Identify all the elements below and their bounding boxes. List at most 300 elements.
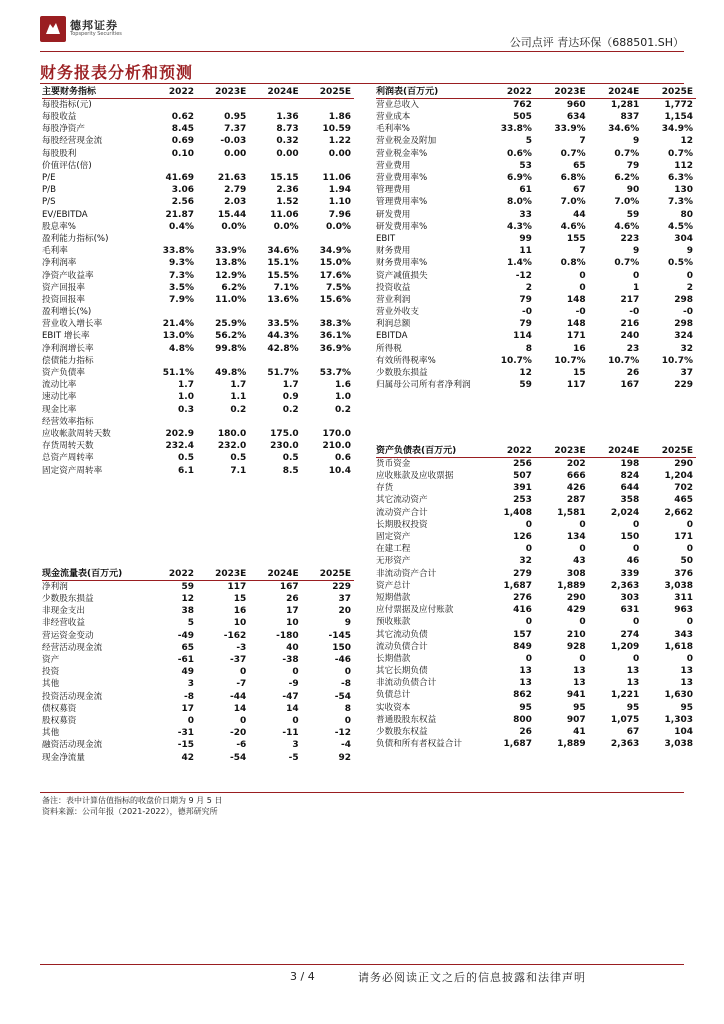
page-number: 3 / 4 bbox=[290, 970, 315, 983]
cell-value: 32 bbox=[519, 556, 532, 567]
row-label: 经营活动现金流 bbox=[42, 642, 103, 653]
cell-value: 429 bbox=[566, 605, 586, 616]
cell-value bbox=[197, 355, 249, 367]
table-header-row bbox=[376, 445, 696, 458]
table-row bbox=[376, 714, 696, 726]
table-row bbox=[376, 543, 696, 555]
table-row bbox=[42, 593, 354, 605]
table-row bbox=[376, 367, 696, 379]
year-header: 2025E bbox=[642, 86, 696, 99]
cell-value bbox=[302, 160, 354, 172]
cell-value: -44 bbox=[230, 691, 247, 702]
row-label: 预收账款 bbox=[376, 617, 411, 628]
cell-value: 0 bbox=[525, 653, 532, 664]
table-row bbox=[376, 184, 696, 196]
cell-value: 10 bbox=[233, 618, 247, 629]
cell-value: 308 bbox=[566, 568, 586, 579]
cell-value: 33 bbox=[519, 209, 532, 220]
cell-value: 1,154 bbox=[664, 112, 693, 123]
row-label: 长期股权投资 bbox=[376, 519, 428, 530]
cell-value: 232.0 bbox=[217, 441, 247, 452]
cell-value: 0.5 bbox=[230, 453, 247, 464]
cell-value: 51.1% bbox=[162, 368, 194, 379]
year-header: 2025E bbox=[302, 86, 354, 99]
cell-value: 56.2% bbox=[215, 331, 247, 342]
cell-value: 49 bbox=[181, 667, 194, 678]
row-label: 普通股股东权益 bbox=[376, 714, 437, 725]
cell-value: 0.6 bbox=[335, 453, 351, 464]
cell-value: 15.15 bbox=[270, 173, 299, 184]
table-row bbox=[42, 318, 354, 330]
cell-value: 65 bbox=[181, 642, 194, 653]
cell-value: 4.5% bbox=[668, 221, 693, 232]
table-row bbox=[42, 343, 354, 355]
cell-value: 0.10 bbox=[171, 148, 194, 159]
header-divider bbox=[40, 51, 684, 52]
cell-value: 837 bbox=[620, 112, 640, 123]
cell-value: 36.1% bbox=[319, 331, 351, 342]
notes bbox=[42, 795, 222, 817]
table-row bbox=[42, 367, 354, 379]
cell-value: 13 bbox=[626, 666, 640, 677]
cell-value bbox=[249, 306, 301, 318]
row-label: 营业费用 bbox=[376, 160, 411, 171]
cell-value: 13 bbox=[573, 666, 586, 677]
cell-value: -0 bbox=[521, 307, 532, 318]
table-row bbox=[376, 306, 696, 318]
cell-value: 16 bbox=[573, 343, 586, 354]
cell-value: 6.2% bbox=[221, 282, 247, 293]
table-title: 现金流量表(百万元) bbox=[42, 568, 145, 581]
table-row bbox=[376, 196, 696, 208]
cell-value: 0.0% bbox=[221, 221, 247, 232]
cell-value: 7.3% bbox=[668, 197, 693, 208]
table-title: 利润表(百万元) bbox=[376, 86, 481, 99]
table-row bbox=[42, 269, 354, 281]
cell-value: 0.2 bbox=[282, 404, 299, 415]
table-row bbox=[42, 464, 354, 476]
cell-value: 304 bbox=[674, 233, 693, 244]
table-row bbox=[42, 440, 354, 452]
cell-value: 824 bbox=[620, 471, 640, 482]
cash-flow-table bbox=[42, 568, 354, 764]
row-label: 流动资产合计 bbox=[376, 507, 428, 518]
row-label: 每股指标(元) bbox=[42, 100, 92, 110]
table-row bbox=[376, 343, 696, 355]
cell-value: 232.4 bbox=[165, 441, 194, 452]
cell-value: 2 bbox=[686, 282, 693, 293]
cell-value: 41 bbox=[573, 727, 586, 738]
cell-value: 11.06 bbox=[270, 209, 299, 220]
cell-value: -3 bbox=[236, 642, 247, 653]
cell-value: 0.2 bbox=[230, 404, 247, 415]
row-label: 其他 bbox=[42, 679, 60, 690]
row-label: 每股收益 bbox=[42, 112, 77, 123]
table-row bbox=[376, 665, 696, 677]
cell-value: 7.9% bbox=[169, 294, 194, 305]
table-row bbox=[376, 209, 696, 221]
row-label: 每股净资产 bbox=[42, 124, 85, 135]
row-label: 固定资产 bbox=[376, 532, 411, 543]
cell-value: 960 bbox=[566, 100, 586, 110]
cell-value: 34.6% bbox=[608, 124, 640, 135]
cell-value: 3 bbox=[187, 679, 194, 690]
cell-value: 38.3% bbox=[319, 319, 351, 330]
cell-value: 907 bbox=[566, 714, 586, 725]
cell-value bbox=[249, 416, 301, 428]
table-row bbox=[42, 452, 354, 464]
row-label: 非现金支出 bbox=[42, 606, 85, 617]
cell-value: 0 bbox=[686, 519, 693, 530]
cell-value: 0 bbox=[633, 519, 640, 530]
cell-value: -0 bbox=[629, 307, 640, 318]
cell-value: 167 bbox=[279, 582, 299, 592]
cell-value: 170.0 bbox=[322, 428, 351, 439]
cell-value: 80 bbox=[680, 209, 693, 220]
cell-value bbox=[197, 160, 249, 172]
row-label: 营运资金变动 bbox=[42, 630, 94, 641]
cell-value: 0.5 bbox=[282, 453, 299, 464]
row-label: 毛利率 bbox=[42, 246, 68, 257]
row-label: 其它流动负债 bbox=[376, 629, 428, 640]
cell-value: 10.7% bbox=[608, 355, 640, 366]
cell-value: 59 bbox=[181, 582, 194, 592]
cell-value: -180 bbox=[276, 630, 299, 641]
cell-value: 210.0 bbox=[322, 441, 351, 452]
cell-value: 0 bbox=[292, 667, 299, 678]
cell-value: 279 bbox=[513, 568, 532, 579]
row-label: 固定资产周转率 bbox=[42, 465, 103, 476]
year-header: 2023E bbox=[197, 568, 249, 581]
cell-value: 303 bbox=[620, 592, 640, 603]
cell-value: 171 bbox=[566, 331, 586, 342]
cell-value: -38 bbox=[282, 655, 299, 666]
year-header: 2024E bbox=[589, 86, 643, 99]
cell-value: 3.5% bbox=[169, 282, 194, 293]
cell-value: 0.7% bbox=[614, 258, 640, 269]
cell-value: 14 bbox=[233, 703, 247, 714]
cell-value: 90 bbox=[626, 185, 640, 196]
cell-value: -54 bbox=[230, 752, 247, 763]
row-label: 现金净流量 bbox=[42, 752, 85, 763]
cell-value: 53.7% bbox=[319, 368, 351, 379]
cell-value: 2 bbox=[525, 282, 532, 293]
cell-value bbox=[302, 355, 354, 367]
table-row bbox=[376, 641, 696, 653]
cell-value: 14 bbox=[286, 703, 299, 714]
cell-value: 0 bbox=[579, 653, 586, 664]
cell-value: 16 bbox=[233, 606, 247, 617]
cell-value: 117 bbox=[227, 582, 247, 592]
cell-value: 117 bbox=[566, 380, 586, 391]
cell-value: 11 bbox=[519, 246, 532, 257]
cell-value: 6.2% bbox=[614, 173, 640, 184]
year-header: 2024E bbox=[589, 445, 643, 458]
cell-value: 11.06 bbox=[322, 173, 351, 184]
cell-value: 25.9% bbox=[215, 319, 247, 330]
table-row bbox=[42, 196, 354, 208]
cell-value: 23 bbox=[626, 343, 640, 354]
year-header: 2023E bbox=[197, 86, 249, 99]
cell-value bbox=[145, 306, 197, 318]
cell-value: 0.32 bbox=[276, 136, 299, 147]
cell-value: 15.1% bbox=[267, 258, 299, 269]
row-label: 其它流动资产 bbox=[376, 495, 428, 506]
cell-value: 13 bbox=[680, 678, 693, 689]
cell-value: 1,889 bbox=[557, 739, 586, 750]
row-label: 总资产周转率 bbox=[42, 453, 94, 464]
cell-value: 274 bbox=[620, 629, 640, 640]
table-row bbox=[376, 689, 696, 701]
logo-text-cn: 德邦证券 bbox=[70, 19, 118, 32]
cell-value: 1,075 bbox=[610, 714, 640, 725]
cell-value: 928 bbox=[566, 641, 586, 652]
table-row bbox=[42, 233, 354, 245]
cell-value: 0.5% bbox=[668, 258, 693, 269]
row-label: 融资活动现金流 bbox=[42, 740, 103, 751]
cell-value: 79 bbox=[519, 319, 532, 330]
cell-value: 13 bbox=[519, 666, 532, 677]
row-label: 货币资金 bbox=[376, 459, 411, 469]
cell-value: 50 bbox=[680, 556, 693, 567]
cell-value: 10.7% bbox=[554, 355, 586, 366]
table-row bbox=[42, 654, 354, 666]
cell-value: -0 bbox=[575, 307, 586, 318]
cell-value: 0 bbox=[187, 715, 194, 726]
year-header: 2022 bbox=[481, 86, 535, 99]
table-row bbox=[42, 221, 354, 233]
cell-value: -61 bbox=[177, 655, 194, 666]
cell-value: 1,772 bbox=[664, 100, 693, 110]
cell-value: -20 bbox=[230, 728, 247, 739]
cell-value: 15 bbox=[573, 368, 586, 379]
table-header-row bbox=[376, 86, 696, 99]
row-label: 盈利增长(%) bbox=[42, 307, 92, 318]
cell-value: 230.0 bbox=[270, 441, 299, 452]
cell-value: 3.06 bbox=[171, 185, 194, 196]
cell-value: 3 bbox=[292, 740, 299, 751]
table-row bbox=[376, 738, 696, 750]
row-label: 盈利能力指标(%) bbox=[42, 233, 109, 244]
cell-value: 13 bbox=[519, 678, 532, 689]
report-header-label: 公司点评 青达环保（688501.SH） bbox=[509, 36, 684, 49]
cell-value: 1,221 bbox=[610, 690, 640, 701]
row-label: 价值评估(倍) bbox=[42, 160, 92, 171]
cell-value: 13.8% bbox=[215, 258, 247, 269]
cell-value bbox=[197, 306, 249, 318]
cell-value: 1,303 bbox=[664, 714, 693, 725]
row-label: 负债总计 bbox=[376, 690, 411, 701]
cell-value: 426 bbox=[566, 483, 586, 494]
table-row bbox=[42, 404, 354, 416]
row-label: 营业总收入 bbox=[376, 100, 419, 110]
row-label: 所得税 bbox=[376, 343, 402, 354]
cell-value bbox=[302, 306, 354, 318]
table-row bbox=[376, 653, 696, 665]
table-row bbox=[42, 135, 354, 147]
year-header: 2025E bbox=[302, 568, 354, 581]
cell-value: 0 bbox=[579, 519, 586, 530]
table-row bbox=[376, 135, 696, 147]
row-label: 营业收入增长率 bbox=[42, 319, 103, 330]
cell-value: 1,687 bbox=[503, 580, 532, 591]
cell-value bbox=[249, 355, 301, 367]
disclaimer-text: 请务必阅读正文之后的信息披露和法律声明 bbox=[358, 971, 586, 984]
table-row bbox=[42, 715, 354, 727]
row-label: 现金比率 bbox=[42, 404, 77, 415]
cell-value: 0 bbox=[686, 544, 693, 555]
cell-value: -46 bbox=[334, 655, 351, 666]
cell-value: -11 bbox=[282, 728, 299, 739]
cell-value: 155 bbox=[566, 233, 586, 244]
row-label: 在建工程 bbox=[376, 544, 411, 555]
cell-value: 13.6% bbox=[267, 294, 299, 305]
row-label: 有效所得税率% bbox=[376, 355, 436, 366]
cell-value: 1 bbox=[633, 282, 640, 293]
cell-value: 202.9 bbox=[165, 428, 194, 439]
cell-value: -6 bbox=[236, 740, 247, 751]
cell-value: 7.37 bbox=[224, 124, 247, 135]
title-divider bbox=[40, 83, 684, 84]
cell-value: 104 bbox=[674, 727, 693, 738]
table-row bbox=[376, 111, 696, 123]
cell-value bbox=[302, 416, 354, 428]
cell-value: 0 bbox=[344, 715, 351, 726]
main-indicators-table bbox=[42, 86, 354, 477]
table-row bbox=[376, 568, 696, 580]
table-row bbox=[42, 184, 354, 196]
cell-value: 1.0 bbox=[178, 392, 194, 403]
table-row bbox=[376, 99, 696, 112]
table-row bbox=[42, 160, 354, 172]
cell-value: 0.4% bbox=[169, 221, 194, 232]
cell-value: 0.2 bbox=[335, 404, 351, 415]
cell-value: 150 bbox=[332, 642, 351, 653]
table-row bbox=[376, 257, 696, 269]
cell-value: 148 bbox=[566, 294, 586, 305]
table-row bbox=[42, 581, 354, 594]
table-header-row bbox=[42, 568, 354, 581]
cell-value: 0 bbox=[525, 544, 532, 555]
row-label: 研发费用率% bbox=[376, 221, 428, 232]
cell-value: 7.96 bbox=[328, 209, 351, 220]
cell-value: 1,889 bbox=[557, 580, 586, 591]
table-row bbox=[42, 642, 354, 654]
table-row bbox=[376, 318, 696, 330]
row-label: 速动比率 bbox=[42, 392, 77, 403]
page-title: 财务报表分析和预测 bbox=[40, 63, 194, 82]
cell-value: 4.3% bbox=[506, 221, 532, 232]
row-label: 无形资产 bbox=[376, 556, 411, 567]
cell-value bbox=[302, 99, 354, 112]
table-row bbox=[376, 294, 696, 306]
cell-value: 42 bbox=[181, 752, 194, 763]
cell-value: 46 bbox=[626, 556, 640, 567]
cell-value: 148 bbox=[566, 319, 586, 330]
row-label: 管理费用 bbox=[376, 185, 411, 196]
cell-value: 79 bbox=[626, 160, 640, 171]
table-row bbox=[376, 330, 696, 342]
cell-value: 9 bbox=[633, 246, 640, 257]
row-label: 少数股东损益 bbox=[42, 594, 94, 605]
cell-value: 256 bbox=[513, 459, 532, 469]
cell-value: 1,204 bbox=[664, 471, 693, 482]
cell-value: 92 bbox=[338, 752, 351, 763]
cell-value: 95 bbox=[626, 702, 640, 713]
table-row bbox=[376, 172, 696, 184]
cell-value: 26 bbox=[286, 594, 299, 605]
cell-value bbox=[249, 99, 301, 112]
cell-value: 0 bbox=[686, 270, 693, 281]
year-header: 2024E bbox=[249, 86, 301, 99]
cell-value: 17 bbox=[181, 703, 194, 714]
row-label: 营业费用率% bbox=[376, 173, 428, 184]
cell-value: 202 bbox=[566, 459, 586, 469]
table-row bbox=[42, 666, 354, 678]
cell-value: 0.0% bbox=[326, 221, 351, 232]
cell-value: 34.9% bbox=[319, 246, 351, 257]
cell-value: 8.0% bbox=[506, 197, 532, 208]
cell-value: 4.8% bbox=[169, 343, 194, 354]
cell-value: 2,363 bbox=[610, 739, 640, 750]
cell-value: 0.95 bbox=[224, 112, 247, 123]
row-label: 流动比率 bbox=[42, 380, 77, 391]
cell-value: 849 bbox=[513, 641, 532, 652]
cell-value: -0.03 bbox=[220, 136, 247, 147]
cell-value: 38 bbox=[181, 606, 194, 617]
cell-value bbox=[145, 99, 197, 112]
row-label: 净利润增长率 bbox=[42, 343, 94, 354]
table-row bbox=[42, 257, 354, 269]
cell-value: 10.7% bbox=[661, 355, 693, 366]
cell-value: 8 bbox=[525, 343, 532, 354]
cell-value: 33.8% bbox=[500, 124, 532, 135]
cell-value: 800 bbox=[513, 714, 532, 725]
cell-value: 17 bbox=[286, 606, 299, 617]
row-label: EBITDA bbox=[376, 331, 408, 342]
row-label: 管理费用率% bbox=[376, 197, 428, 208]
cell-value: -54 bbox=[334, 691, 351, 702]
row-label: 其他 bbox=[42, 728, 60, 739]
cell-value: -47 bbox=[282, 691, 299, 702]
cell-value: 0 bbox=[579, 617, 586, 628]
cell-value: 2,363 bbox=[610, 580, 640, 591]
cell-value: 99 bbox=[519, 233, 532, 244]
cell-value: -12 bbox=[334, 728, 351, 739]
row-label: 应收账款及应收票据 bbox=[376, 471, 454, 482]
row-label: 利润总额 bbox=[376, 319, 411, 330]
cell-value: 8.5 bbox=[282, 465, 299, 476]
cell-value: 229 bbox=[332, 582, 351, 592]
cell-value: 33.8% bbox=[162, 246, 194, 257]
cell-value: 9.3% bbox=[169, 258, 194, 269]
cell-value: 10 bbox=[286, 618, 299, 629]
table-row bbox=[42, 617, 354, 629]
cell-value: 634 bbox=[566, 112, 586, 123]
cell-value: -4 bbox=[341, 740, 351, 751]
cell-value: 0.7% bbox=[560, 148, 586, 159]
cell-value: 26 bbox=[519, 727, 532, 738]
cell-value: 0 bbox=[579, 544, 586, 555]
cell-value: 67 bbox=[626, 727, 640, 738]
table-row bbox=[42, 678, 354, 690]
cell-value: 67 bbox=[573, 185, 586, 196]
cell-value: 343 bbox=[674, 629, 693, 640]
cell-value: 12 bbox=[181, 594, 194, 605]
table-row bbox=[376, 233, 696, 245]
row-label: P/B bbox=[42, 185, 56, 196]
cell-value: 391 bbox=[513, 483, 532, 494]
